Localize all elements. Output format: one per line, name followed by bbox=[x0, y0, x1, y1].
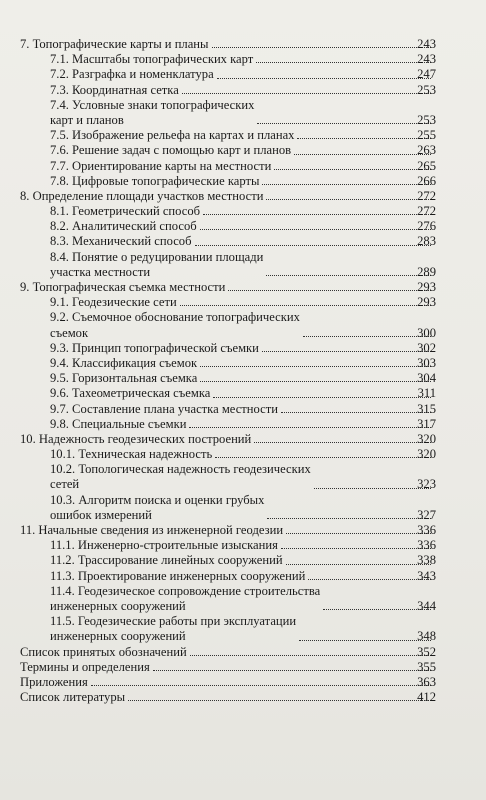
dot-leader bbox=[128, 700, 431, 701]
toc-entry-title: 11. Начальные сведения из инженерной геодезии bbox=[20, 523, 284, 538]
toc-entry bbox=[0, 645, 486, 660]
toc-entry bbox=[0, 447, 486, 462]
toc-entry bbox=[0, 83, 486, 98]
dot-leader bbox=[195, 245, 431, 246]
toc-entry bbox=[0, 143, 486, 158]
toc-entry-page: 311 bbox=[417, 386, 436, 401]
toc-entry bbox=[0, 250, 486, 280]
toc-entry bbox=[0, 584, 486, 614]
toc-entry-title: 9.6. Тахеометрическая съемка bbox=[50, 386, 211, 401]
dot-leader bbox=[262, 351, 431, 352]
toc-entry-page: 293 bbox=[417, 280, 436, 295]
toc-entry-title: 7.6. Решение задач с помощью карт и планов bbox=[50, 143, 292, 158]
toc-entry-page: 272 bbox=[417, 204, 436, 219]
dot-leader bbox=[286, 564, 431, 565]
toc-entry-title: 7.4. Условные знаки топографических карт и планов bbox=[50, 97, 255, 127]
toc-entry bbox=[0, 52, 486, 67]
toc-entry-page: 243 bbox=[417, 36, 436, 51]
dot-leader bbox=[200, 381, 431, 382]
toc-entry-page: 336 bbox=[417, 538, 436, 553]
dot-leader bbox=[153, 670, 431, 671]
toc-entry-title: 7.3. Координатная сетка bbox=[50, 82, 179, 97]
toc-entry-title: 9.1. Геодезические сети bbox=[50, 295, 177, 310]
toc-entry-page: 243 bbox=[417, 52, 436, 67]
toc-entry bbox=[0, 462, 486, 492]
dot-leader bbox=[274, 169, 431, 170]
toc-entry-title: 7.5. Изображение рельефа на картах и планах bbox=[50, 128, 295, 143]
dot-leader bbox=[266, 275, 431, 276]
toc-entry bbox=[0, 493, 486, 523]
toc-entry bbox=[0, 341, 486, 356]
dot-leader bbox=[200, 366, 431, 367]
dot-leader bbox=[303, 336, 431, 337]
toc-entry bbox=[0, 356, 486, 371]
toc-entry-page: 336 bbox=[417, 523, 436, 538]
toc-entry-page: 363 bbox=[417, 674, 436, 689]
toc-entry-title: 11.3. Проектирование инженерных сооружений bbox=[50, 568, 306, 583]
toc-entry-page: 263 bbox=[417, 143, 436, 158]
toc-entry bbox=[0, 174, 486, 189]
toc-entry-title: Список принятых обозначений bbox=[20, 644, 187, 659]
toc-entry-page: 323 bbox=[417, 477, 436, 492]
toc-entry bbox=[0, 660, 486, 675]
toc-entry-page: 266 bbox=[417, 173, 436, 188]
toc-entry-page: 283 bbox=[417, 234, 436, 249]
toc-entry-page: 302 bbox=[417, 340, 436, 355]
toc-entry-page: 320 bbox=[417, 431, 436, 446]
toc-entry-page: 338 bbox=[417, 553, 436, 568]
toc-entry-title: 9.4. Классификация съемок bbox=[50, 355, 198, 370]
toc-entry bbox=[0, 98, 486, 128]
toc-entry-page: 265 bbox=[417, 158, 436, 173]
dot-leader bbox=[294, 154, 431, 155]
dot-leader bbox=[217, 78, 431, 79]
toc-entry-page: 247 bbox=[417, 67, 436, 82]
toc-entry-title: 9.5. Горизонтальная съемка bbox=[50, 371, 198, 386]
toc-entry bbox=[0, 417, 486, 432]
toc-entry bbox=[0, 523, 486, 538]
toc-entry bbox=[0, 280, 486, 295]
toc-entry-title: 8.4. Понятие о редуцировании площади участка местности bbox=[50, 249, 264, 279]
toc-entry-page: 289 bbox=[417, 264, 436, 279]
dot-leader bbox=[190, 655, 431, 656]
dot-leader bbox=[203, 214, 431, 215]
toc-entry bbox=[0, 128, 486, 143]
table-of-contents bbox=[0, 37, 486, 705]
toc-entry-title: Термины и определения bbox=[20, 659, 150, 674]
dot-leader bbox=[286, 533, 431, 534]
dot-leader bbox=[215, 457, 431, 458]
toc-entry-page: 276 bbox=[417, 219, 436, 234]
dot-leader bbox=[297, 138, 431, 139]
toc-entry bbox=[0, 295, 486, 310]
toc-entry-title: 7.7. Ориентирование карты на местности bbox=[50, 158, 272, 173]
toc-entry-title: 8.3. Механический способ bbox=[50, 234, 192, 249]
toc-entry-title: 7.8. Цифровые топографические карты bbox=[50, 173, 260, 188]
toc-entry bbox=[0, 386, 486, 401]
dot-leader bbox=[213, 397, 431, 398]
toc-entry-page: 327 bbox=[417, 507, 436, 522]
dot-leader bbox=[281, 548, 431, 549]
dot-leader bbox=[308, 579, 431, 580]
toc-entry-title: 11.1. Инженерно-строительные изыскания bbox=[50, 538, 278, 553]
toc-entry-title: 9.8. Специальные съемки bbox=[50, 416, 187, 431]
toc-entry-title: 9. Топографическая съемка местности bbox=[20, 280, 226, 295]
toc-entry-title: 11.2. Трассирование линейных сооружений bbox=[50, 553, 283, 568]
toc-entry bbox=[0, 553, 486, 568]
toc-entry-page: 344 bbox=[417, 599, 436, 614]
toc-entry-title: 11.5. Геодезические работы при эксплуатации инженерных сооружений bbox=[50, 614, 297, 644]
toc-entry-title: 11.4. Геодезическое сопровождение строительства инженерных сооружений bbox=[50, 583, 321, 614]
toc-entry-page: 272 bbox=[417, 188, 436, 203]
dot-leader bbox=[254, 442, 431, 443]
dot-leader bbox=[314, 488, 431, 489]
toc-entry-title: 10. Надежность геодезических построений bbox=[20, 431, 252, 446]
toc-entry-page: 412 bbox=[417, 690, 436, 705]
toc-entry-title: 8.1. Геометрический способ bbox=[50, 204, 201, 219]
dot-leader bbox=[267, 518, 431, 519]
toc-entry-title: 9.7. Составление плана участка местности bbox=[50, 401, 278, 416]
dot-leader bbox=[262, 184, 431, 185]
toc-entry-page: 255 bbox=[417, 128, 436, 143]
toc-entry bbox=[0, 37, 486, 52]
dot-leader bbox=[91, 685, 431, 686]
toc-entry-page: 348 bbox=[417, 629, 436, 644]
dot-leader bbox=[256, 62, 431, 63]
dot-leader bbox=[257, 123, 431, 124]
toc-entry-page: 253 bbox=[417, 112, 436, 127]
toc-entry-page: 320 bbox=[417, 447, 436, 462]
toc-entry-page: 304 bbox=[417, 371, 436, 386]
toc-entry-title: 9.3. Принцип топографической съемки bbox=[50, 340, 259, 355]
toc-entry bbox=[0, 402, 486, 417]
dot-leader bbox=[200, 229, 431, 230]
toc-entry bbox=[0, 538, 486, 553]
toc-entry-title: Список литературы bbox=[20, 690, 126, 705]
dot-leader bbox=[228, 290, 431, 291]
toc-entry bbox=[0, 204, 486, 219]
toc-entry bbox=[0, 614, 486, 644]
toc-entry-title: 8. Определение площади участков местности bbox=[20, 188, 264, 203]
dot-leader bbox=[182, 93, 431, 94]
toc-entry bbox=[0, 159, 486, 174]
toc-entry-page: 343 bbox=[417, 568, 436, 583]
toc-entry-page: 300 bbox=[417, 325, 436, 340]
toc-entry-title: 10.1. Техническая надежность bbox=[50, 447, 213, 462]
toc-entry-page: 303 bbox=[417, 355, 436, 370]
toc-entry-title: 8.2. Аналитический способ bbox=[50, 219, 197, 234]
dot-leader bbox=[281, 412, 431, 413]
dot-leader bbox=[180, 305, 431, 306]
toc-entry-page: 293 bbox=[417, 295, 436, 310]
toc-entry bbox=[0, 569, 486, 584]
toc-entry-title: 7.1. Масштабы топографических карт bbox=[50, 52, 254, 67]
toc-entry bbox=[0, 675, 486, 690]
toc-entry-title: 7. Топографические карты и планы bbox=[20, 36, 209, 51]
toc-entry-title: Приложения bbox=[20, 674, 88, 689]
toc-entry-page: 355 bbox=[417, 659, 436, 674]
toc-entry bbox=[0, 310, 486, 340]
toc-entry bbox=[0, 234, 486, 249]
toc-entry-title: 10.2. Топологическая надежность геодезических сетей bbox=[50, 462, 311, 492]
toc-entry-page: 352 bbox=[417, 644, 436, 659]
toc-entry-page: 315 bbox=[417, 401, 436, 416]
toc-entry bbox=[0, 371, 486, 386]
toc-entry-title: 9.2. Съемочное обоснование топографических съемок bbox=[50, 310, 300, 340]
dot-leader bbox=[299, 640, 431, 641]
dot-leader bbox=[212, 47, 431, 48]
toc-entry bbox=[0, 189, 486, 204]
dot-leader bbox=[323, 609, 431, 610]
toc-entry-title: 7.2. Разграфка и номенклатура bbox=[50, 67, 214, 82]
toc-entry-page: 317 bbox=[417, 416, 436, 431]
toc-entry-title: 10.3. Алгоритм поиска и оценки грубых ошибок измерений bbox=[50, 492, 265, 522]
toc-entry bbox=[0, 432, 486, 447]
toc-entry bbox=[0, 690, 486, 705]
dot-leader bbox=[189, 427, 431, 428]
toc-entry-page: 253 bbox=[417, 82, 436, 97]
toc-entry bbox=[0, 67, 486, 82]
dot-leader bbox=[266, 199, 431, 200]
toc-entry bbox=[0, 219, 486, 234]
